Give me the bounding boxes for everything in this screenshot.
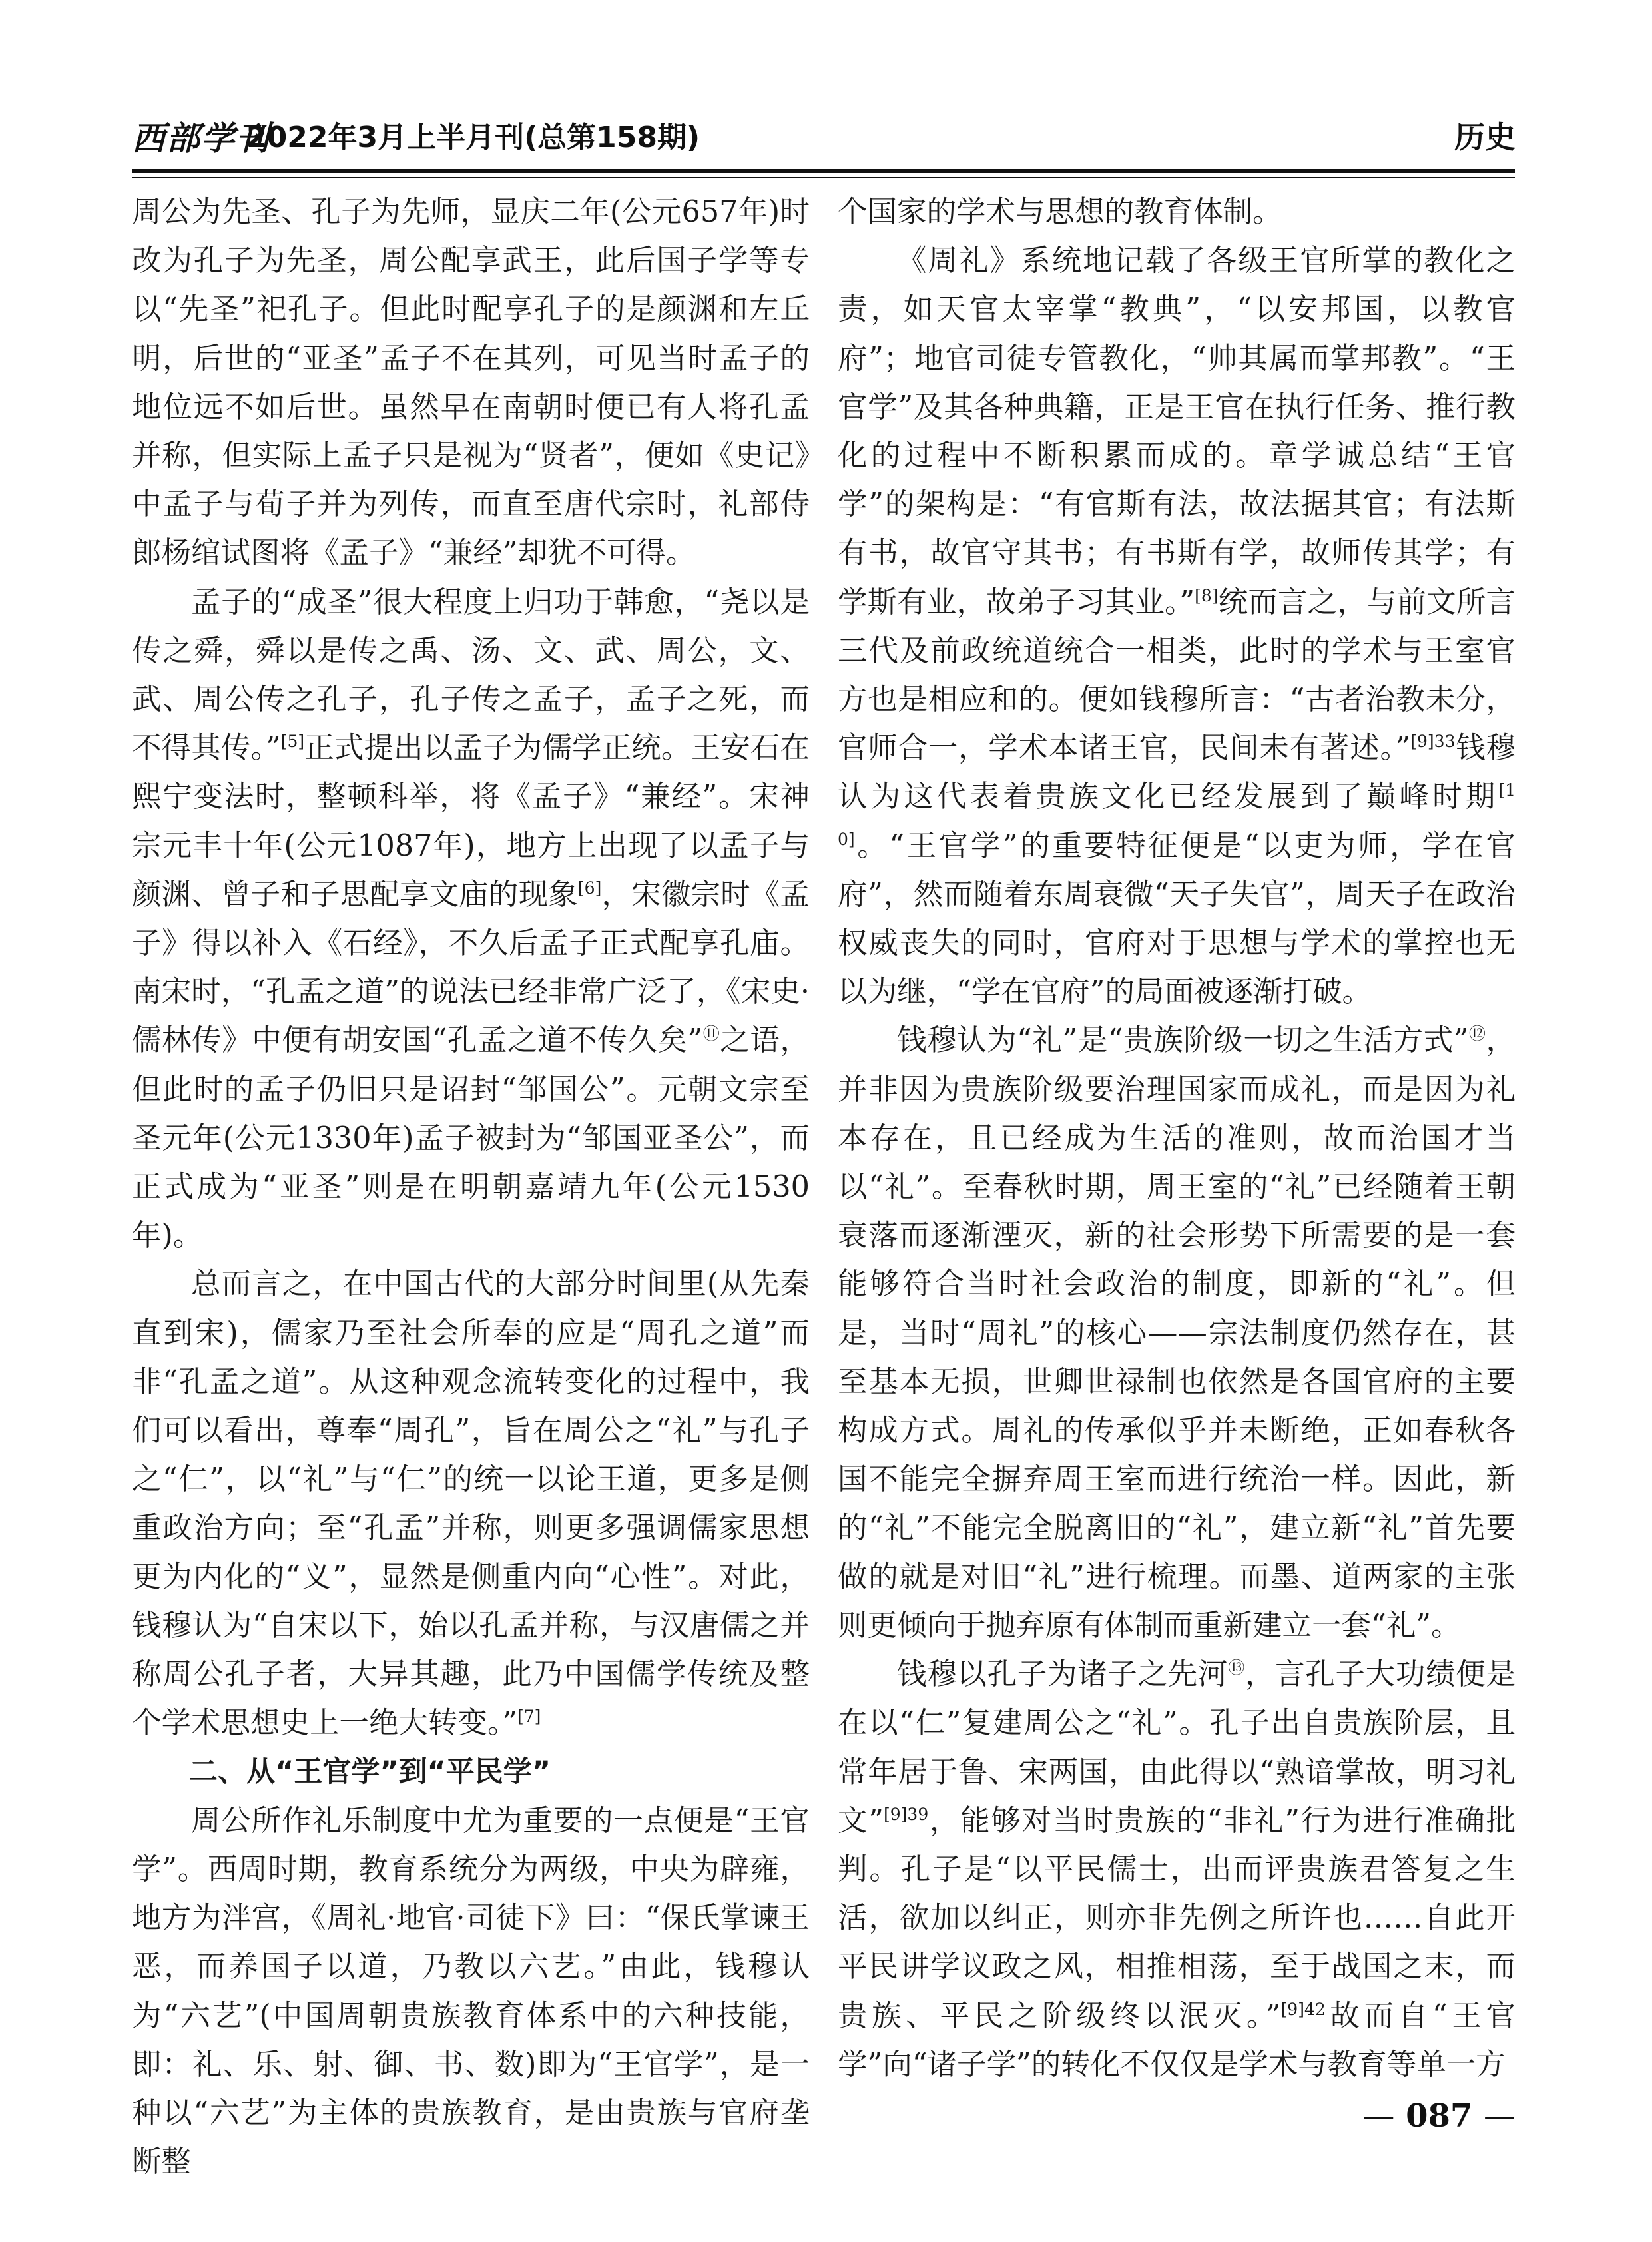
citation-ref: [9]42	[1280, 1999, 1326, 2019]
right-paragraph-3	[838, 1016, 1515, 1650]
right-paragraph-1: 个国家的学术与思想的教育体制。	[838, 195, 1282, 229]
text-span: 钱穆认为这代表着贵族文化已经发展到了巅峰时期	[838, 731, 1515, 814]
page-dash-right: —	[1484, 2098, 1515, 2135]
text-span: 《周礼》系统地记载了各级王官所掌的教化之责，如天官太宰掌“教典”，“以安邦国，以教官府”；地官司徒专管教化，“帅其属而掌邦教”。“王官学”及其各种典籍，正是王官在执行任务、推行教化的过程中不断积累而成的。章学诚总结“王官学”的架构是：“有官斯有法，故法据其官；有法斯有书，故官守其书；有书斯有学，故师传其学；有学斯有业，故弟子习其业。”	[838, 244, 1515, 619]
text-span: 之语，但此时的孟子仍旧只是诏封“邹国公”。元朝文宗至圣元年(公元1330年)孟子被封为“邹国亚圣公”，而正式成为“亚圣”则是在明朝嘉靖九年(公元1530年)。	[132, 1023, 810, 1253]
left-paragraph-1: 周公为先圣、孔子为先师，显庆二年(公元657年)时改为孔子为先圣，周公配享武王，此后国子学等专以“先圣”祀孔子。但此时配享孔子的是颜渊和左丘明，后世的“亚圣”孟子不在其列，可见当时孟子的地位远不如后世。虽然早在南朝时便已有人将孔孟并称，但实际上孟子只是视为“贤者”，便如《史记》中孟子与荀子并为列传，而直至唐代宗时，礼部侍郎杨绾试图将《孟子》“兼经”却犹不可得。	[132, 195, 810, 571]
right-paragraph-2	[838, 236, 1515, 1016]
footnote-marker: ⑪	[702, 1024, 720, 1044]
citation-ref: [10]	[838, 780, 1515, 849]
text-span: 统而言之，与前文所言三代及前政统道统合一相类，此时的学术与王室官方也是相应和的。便如钱穆所言：“古者治教未分，官师合一，学术本诸王官，民间未有著述。”	[838, 585, 1515, 766]
citation-ref: [9]39	[884, 1804, 929, 1824]
right-paragraph-4	[838, 1650, 1515, 2089]
text-span: 钱穆认为“礼”是“贵族阶级一切之生活方式”	[897, 1023, 1469, 1058]
citation-ref: [7]	[517, 1707, 541, 1727]
text-span: 正式提出以孟子为儒学正统。王安石在熙宁变法时，整顿科举，将《孟子》“兼经”。宋神宗元丰十年(公元1087年)，地方上出现了以孟子与颜渊、曾子和子思配享文庙的现象	[132, 731, 810, 912]
text-span: ，并非因为贵族阶级要治理国家而成礼，而是因为礼本存在，且已经成为生活的准则，故而治国才当以“礼”。至春秋时期，周王室的“礼”已经随着王朝衰落而逐渐湮灭，新的社会形势下所需要的是一套能够符合当时社会政治的制度，即新的“礼”。但是，当时“周礼”的核心——宗法制度仍然存在，甚至基本无损，世卿世禄制也依然是各国官府的主要构成方式。周礼的传承似乎并未断绝，正如春秋各国不能完全摒弃周王室而进行统治一样。因此，新的“礼”不能完全脱离旧的“礼”，建立新“礼”首先要做的就是对旧“礼”进行梳理。而墨、道两家的主张则更倾向于抛弃原有体制而重新建立一套“礼”。	[838, 1023, 1515, 1643]
journal-name: 西部学刊	[132, 119, 270, 158]
running-header	[132, 107, 1515, 168]
left-paragraph-3	[132, 1260, 810, 1747]
text-span: ，言孔子大功绩便是在以“仁”复建周公之“礼”。孔子出自贵族阶层，且常年居于鲁、宋两国，由此得以“熟谙掌故，明习礼文”	[838, 1657, 1515, 1838]
section-heading: 二、从“王官学”到“平民学”	[189, 1755, 551, 1789]
left-paragraph-2	[132, 578, 810, 1261]
right-column	[838, 188, 1515, 2082]
issue-info: 2022年3月上半月刊(总第158期)	[246, 121, 700, 154]
footnote-marker: ⑫	[1468, 1024, 1486, 1044]
citation-ref: [8]	[1195, 585, 1219, 605]
text-span: ，能够对当时贵族的“非礼”行为进行准确批判。孔子是“以平民儒士，出而评贵族君答复之生活，欲加以纠正，则亦非先例之所许也……自此开平民讲学议政之风，相推相荡，至于战国之末，而贵族、平民之阶级终以泯灭。”	[838, 1803, 1515, 2033]
page-dash-left: —	[1362, 2098, 1395, 2135]
page-number	[1362, 2098, 1515, 2135]
footnote-marker: ⑬	[1228, 1658, 1245, 1678]
page-number-value: 087	[1406, 2098, 1473, 2135]
left-paragraph-4: 周公所作礼乐制度中尤为重要的一点便是“王官学”。西周时期，教育系统分为两级，中央为辟雍，地方为泮宫，《周礼·地官·司徒下》曰：“保氏掌谏王恶，而养国子以道，乃教以六艺。”由此，钱穆认为“六艺”(中国周朝贵族教育体系中的六种技能，即：礼、乐、射、御、书、数)即为“王官学”，是一种以“六艺”为主体的贵族教育，是由贵族与官府垄断整	[132, 1803, 810, 2179]
text-span: ，宋徽宗时《孟子》得以补入《石经》，不久后孟子正式配享孔庙。南宋时，“孔孟之道”的说法已经非常广泛了，《宋史·儒林传》中便有胡安国“孔孟之道不传久矣”	[132, 877, 810, 1058]
header-rule-thin	[132, 177, 1515, 178]
citation-ref: [9]33	[1410, 732, 1456, 752]
text-span: 钱穆以孔子为诸子之先河	[897, 1657, 1229, 1692]
citation-ref: [5]	[280, 732, 305, 752]
text-span: 孟子的“成圣”很大程度上归功于韩愈，“尧以是传之舜，舜以是传之禹、汤、文、武、周公，文、武、周公传之孔子，孔子传之孟子，孟子之死，而不得其传。”	[132, 585, 810, 766]
left-column	[132, 188, 810, 2179]
citation-ref: [6]	[577, 878, 602, 898]
text-span: 。“王官学”的重要特征便是“以吏为师，学在官府”，然而随着东周衰微“天子失官”，周天子在政治权威丧失的同时，官府对于思想与学术的掌控也无以为继，“学在官府”的局面被逐渐打破。	[838, 828, 1515, 1009]
section-label: 历史	[1454, 119, 1515, 155]
header-rule-thick	[132, 169, 1515, 173]
text-span: 总而言之，在中国古代的大部分时间里(从先秦直到宋)，儒家乃至社会所奉的应是“周孔之道”而非“孔孟之道”。从这种观念流转变化的过程中，我们可以看出，尊奉“周孔”，旨在周公之“礼”与孔子之“仁”，以“礼”与“仁”的统一以论王道，更多是侧重政治方向；至“孔孟”并称，则更多强调儒家思想更为内化的“义”，显然是侧重内向“心性”。对此，钱穆认为“自宋以下，始以孔孟并称，与汉唐儒之并称周公孔子者，大异其趣，此乃中国儒学传统及整个学术思想史上一绝大转变。”	[132, 1267, 810, 1741]
text-span: 故而自“王官学”向“诸子学”的转化不仅仅是学术与教育等单一方	[838, 1998, 1515, 2082]
